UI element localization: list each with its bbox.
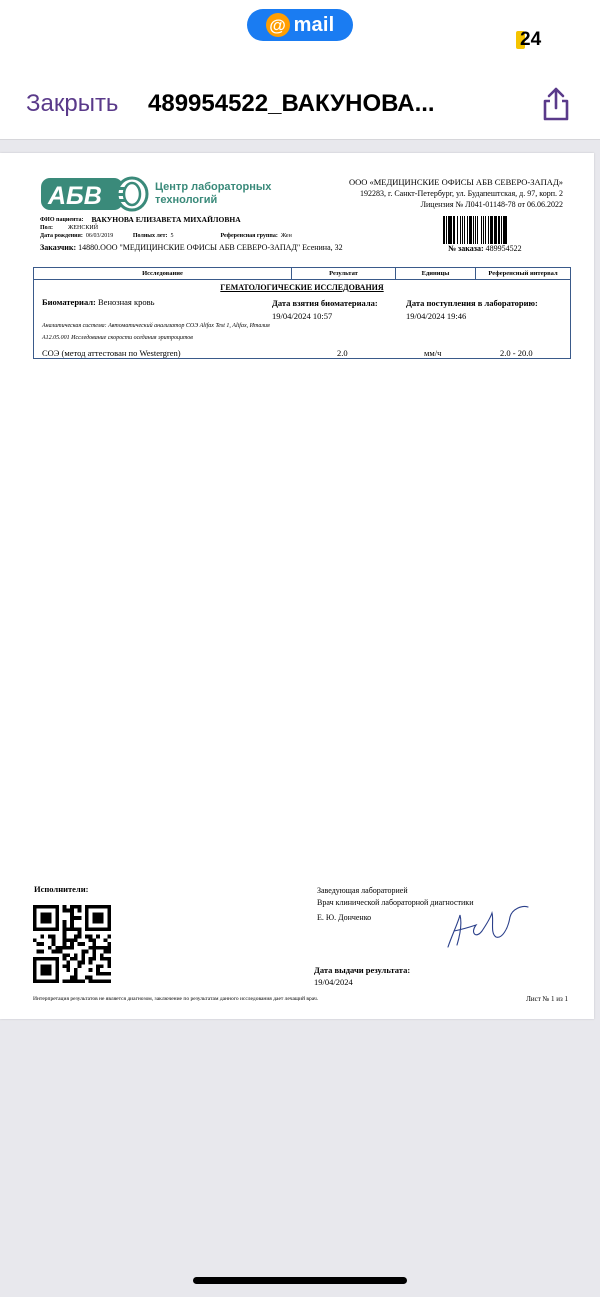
dob-value: 06/03/2019 [85, 233, 114, 239]
patient-name-label: ФИО пациента: [40, 217, 84, 223]
signer-line1: Заведующая лабораторией [317, 886, 408, 895]
header-units: Единицы [396, 268, 476, 279]
sample-taken [272, 297, 378, 323]
refgroup-label: Референсная группа: [220, 233, 278, 239]
executors-label: Исполнители: [34, 884, 89, 894]
take-value: 19/04/2024 10:57 [272, 311, 333, 321]
customer-value: 14880.ООО "МЕДИЦИНСКИЕ ОФИСЫ АБВ СЕВЕРО-ЗАПАД" Есенина, 32 [78, 243, 343, 252]
row-result: 2.0 [337, 348, 348, 358]
org-address: 192283, г. Санкт-Петербург, ул. Будапештская, д. 97, корп. 2 [359, 189, 563, 198]
biomaterial [42, 297, 154, 307]
header-reference: Референсный интервал [488, 270, 558, 277]
abv-logo [40, 175, 150, 213]
top-bar [0, 0, 600, 140]
mail-label: mail [293, 13, 335, 36]
age-label: Полных лет: [132, 233, 168, 239]
analyzer-note: Аналитическая система: Автоматический анализатор СОЭ Alifax Test 1, Alifax, Италия [42, 323, 270, 329]
test-code-note: A12.05.001 Исследование скорости оседания эритроцитов [42, 335, 193, 341]
signature [440, 901, 530, 953]
svg-text:АБВ: АБВ [48, 182, 102, 210]
recv-label: Дата поступления в лабораторию: [406, 298, 538, 308]
bio-label: Биоматериал: [42, 297, 96, 307]
header-test: Исследование [34, 268, 292, 279]
age-value: 5 [170, 233, 174, 239]
patient-info [40, 216, 292, 240]
share-icon[interactable] [539, 86, 573, 122]
order-number [448, 244, 522, 253]
sample-received [406, 297, 538, 323]
badge-count: 24 [520, 29, 542, 50]
at-sign-icon: @ [266, 13, 290, 37]
bio-value: Венозная кровь [98, 297, 155, 307]
signer-name: Е. Ю. Донченко [317, 913, 372, 922]
org-license: Лицензия № Л041-01148-78 от 06.06.2022 [420, 200, 563, 209]
disclaimer: Интерпретация результатов не является диагнозом, заключение по результатам данного исследования дает лечащий врач. [33, 996, 319, 1002]
customer-label: Заказчик: [40, 243, 77, 252]
issue-date-block [314, 964, 410, 988]
header-result: Результат [292, 268, 396, 279]
order-value: 489954522 [485, 244, 522, 253]
signer-line2: Врач клинической лабораторной диагностики [317, 898, 474, 907]
barcode [443, 216, 561, 244]
qr-code [33, 905, 111, 983]
dob-label: Дата рождения: [40, 233, 83, 239]
sex-label: Пол: [40, 225, 53, 231]
row-test: СОЭ (метод аттестован по Westergren) [42, 348, 181, 358]
lab-report-page [0, 153, 594, 1019]
order-label: № заказа: [448, 244, 484, 253]
mail-app-pill[interactable] [247, 9, 353, 41]
home-indicator[interactable] [193, 1277, 407, 1284]
notification-badge[interactable] [516, 30, 541, 50]
issue-date: 19/04/2024 [314, 977, 353, 987]
document-title: 489954522_ВАКУНОВА... [148, 90, 435, 117]
sex-value: ЖЕНСКИЙ [68, 225, 99, 231]
patient-name: ВАКУНОВА ЕЛИЗАВЕТА МИХАЙЛОВНА [91, 215, 241, 224]
row-reference: 2.0 - 20.0 [500, 348, 533, 358]
sheet-number: Лист № 1 из 1 [526, 995, 568, 1003]
refgroup-value: Жен [280, 233, 292, 239]
recv-value: 19/04/2024 19:46 [406, 311, 467, 321]
results-table [33, 267, 571, 359]
take-label: Дата взятия биоматериала: [272, 298, 378, 308]
customer-line [40, 243, 343, 252]
org-name: ООО «МЕДИЦИНСКИЕ ОФИСЫ АБВ СЕВЕРО-ЗАПАД» [348, 177, 563, 187]
table-header [34, 268, 570, 280]
issue-label: Дата выдачи результата: [314, 965, 411, 975]
organization-block [303, 177, 563, 210]
close-button[interactable]: Закрыть [26, 90, 119, 117]
row-units: мм/ч [424, 348, 442, 358]
logo-caption: Центр лабораторных технологий [155, 181, 272, 206]
section-title: ГЕМАТОЛОГИЧЕСКИЕ ИССЛЕДОВАНИЯ [220, 283, 384, 292]
